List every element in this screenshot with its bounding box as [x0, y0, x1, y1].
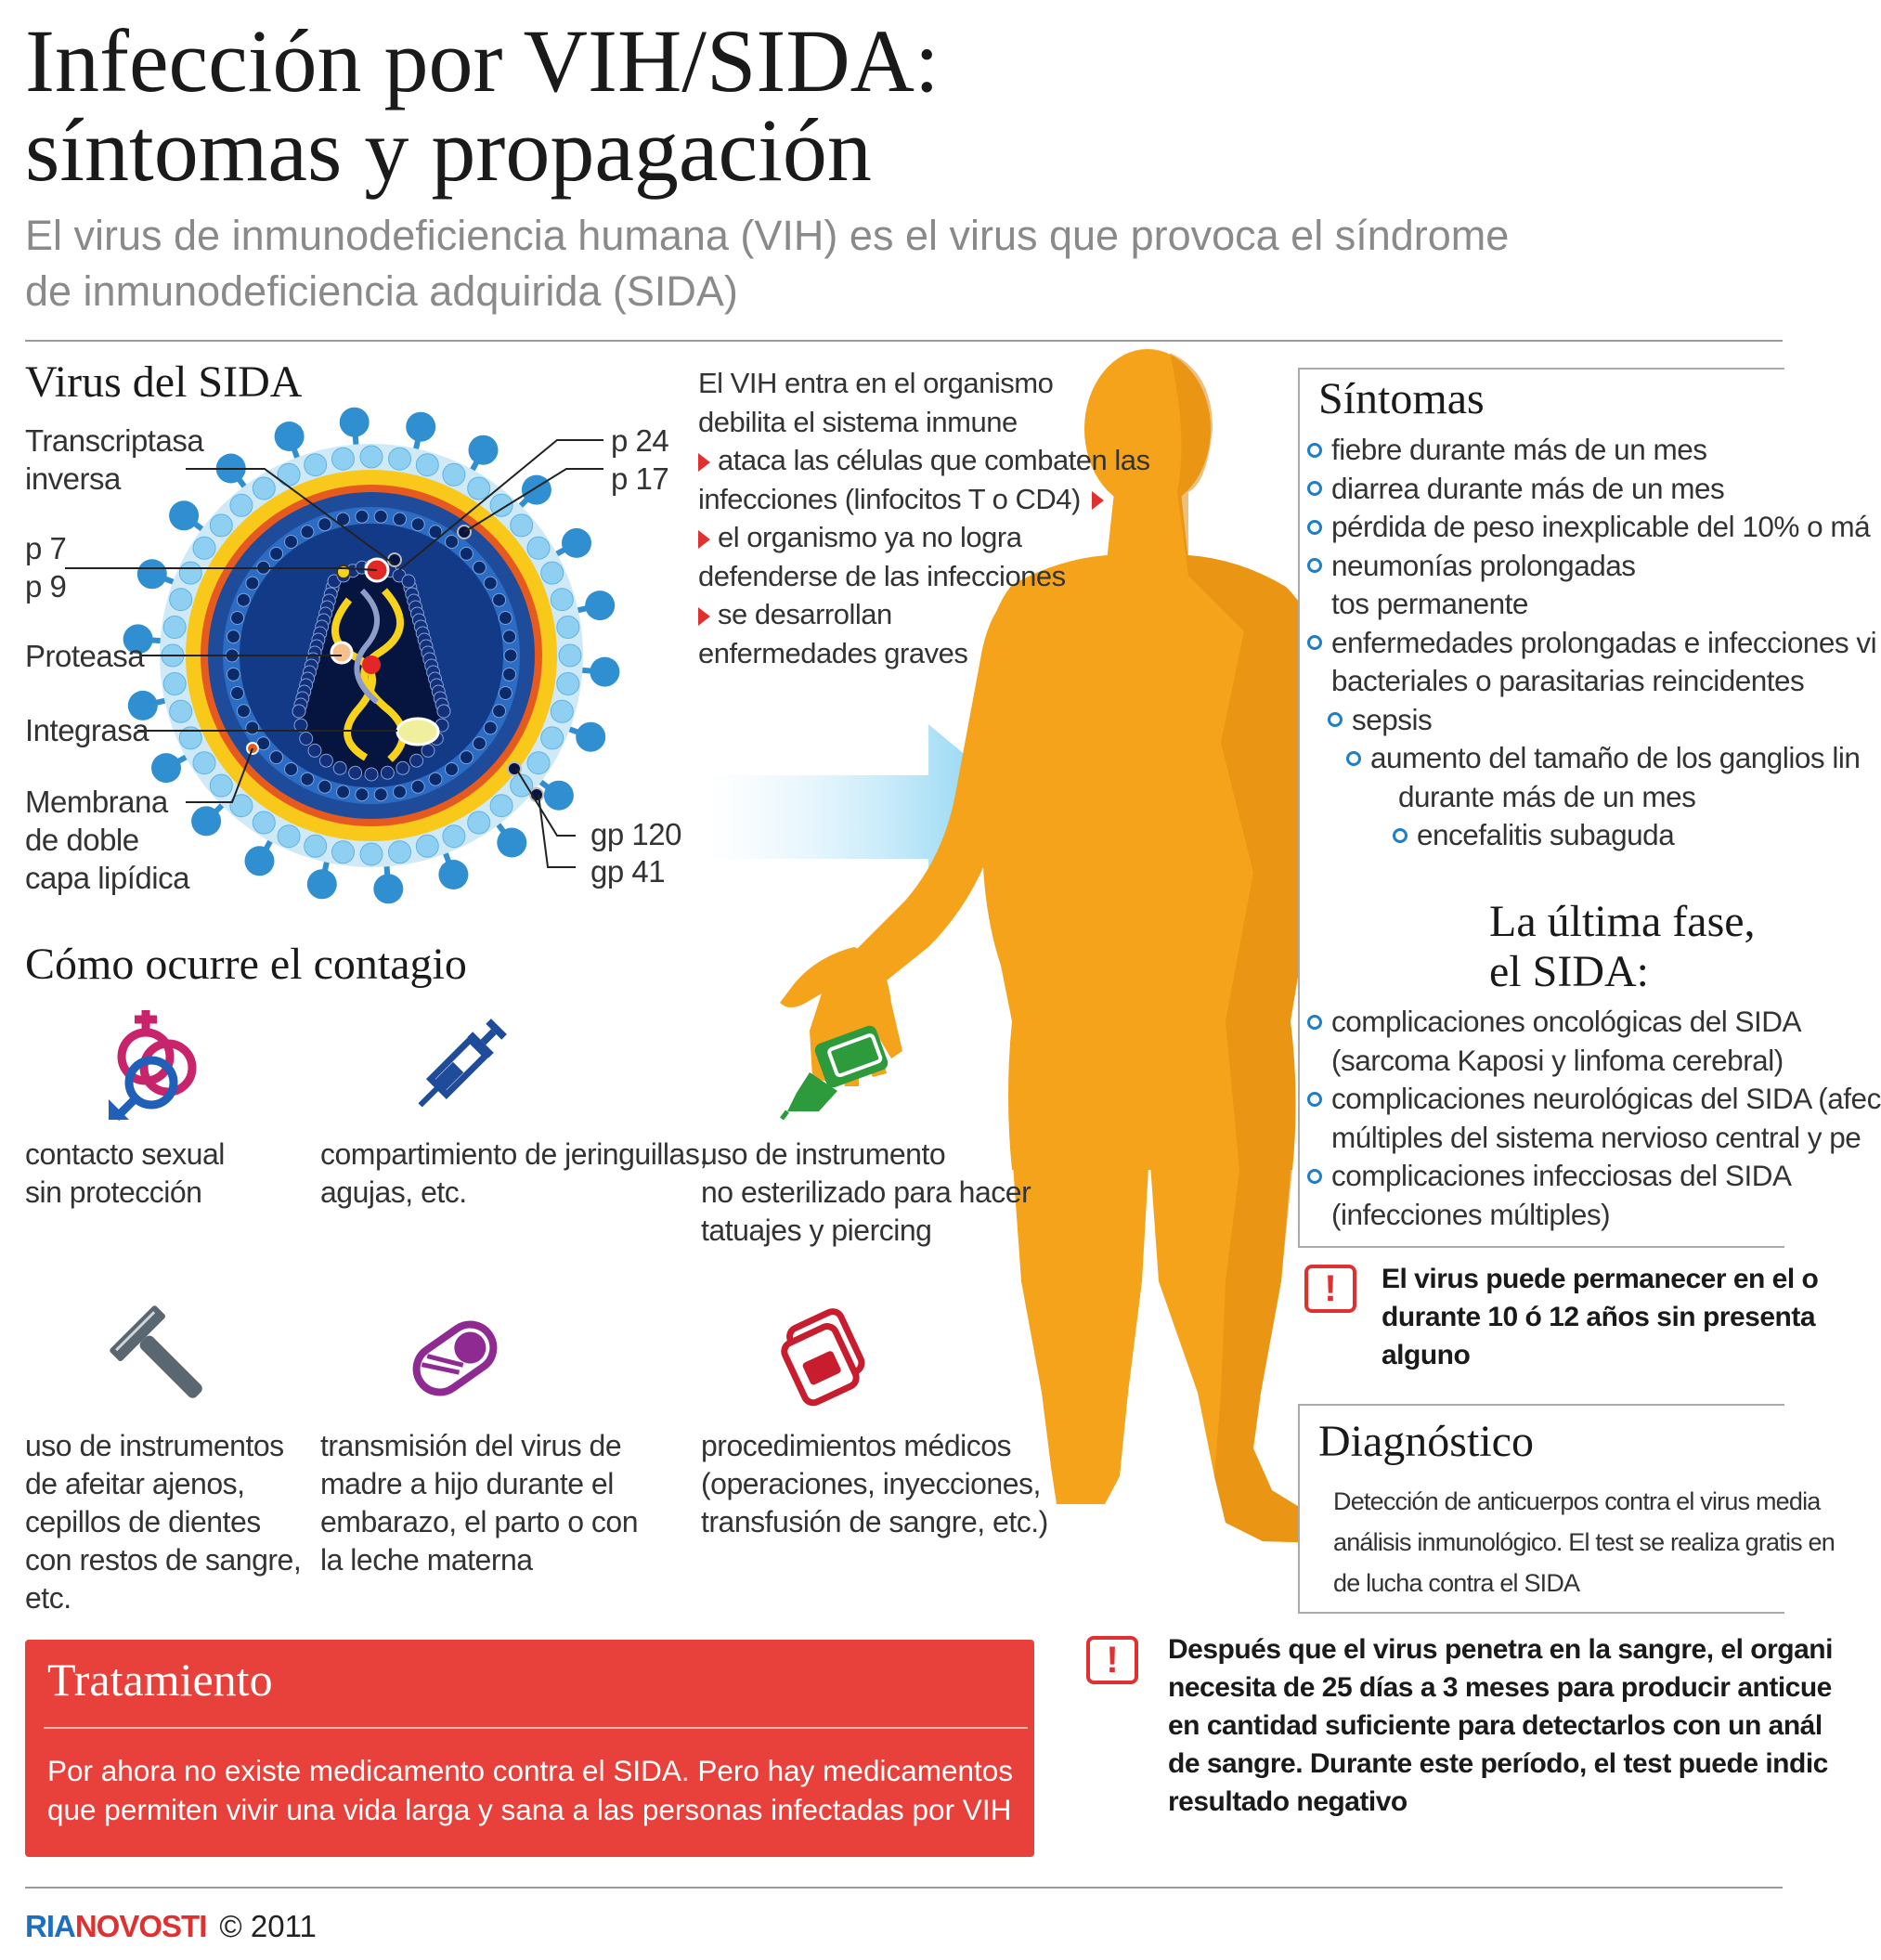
tratamiento-text: Por ahora no existe medicamento contra el SIDA. Pero hay medicamentos que permiten vivir una vida larga y sana a las personas infectadas por VIH [47, 1754, 1014, 1826]
flow-line: se desarrollan [698, 595, 1107, 634]
bullet-icon [1307, 520, 1322, 535]
list-item: pérdida de peso inexplicable del 10% o má [1307, 508, 1783, 547]
contagio-item-sexual: contacto sexual sin protección [25, 1137, 225, 1209]
list-item: fiebre durante más de un mes [1307, 431, 1783, 470]
label-proteasa: Proteasa [25, 639, 145, 673]
sintomas-heading: Síntomas [1318, 374, 1485, 423]
bullet-icon [1393, 828, 1408, 843]
list-item: bacteriales o parasitarias reincidentes [1331, 664, 1805, 697]
arrow-right-icon [698, 530, 710, 549]
copyright: © 2011 [219, 1909, 317, 1943]
bullet-icon [1328, 712, 1343, 727]
list-item: neumonías prolongadas [1307, 547, 1783, 586]
bullet-icon [1307, 1015, 1322, 1030]
label-gp41: gp 41 [590, 854, 666, 889]
label-p9: p 9 [25, 569, 67, 604]
bullet-icon [1307, 558, 1322, 573]
fase-heading: La última fase, el SIDA: [1489, 897, 1756, 996]
list-item: encefalitis subaguda [1307, 816, 1783, 855]
list-item: enfermedades prolongadas e infecciones vi [1307, 624, 1783, 663]
list-item: sepsis [1307, 701, 1783, 740]
list-item: múltiples del sistema nervioso central y pe [1331, 1120, 1862, 1154]
virus-heading: Virus del SIDA [25, 357, 303, 407]
list-item: durante más de un mes [1398, 779, 1696, 813]
label-membrana: Membrana de doble capa lipídica [25, 785, 189, 895]
bullet-icon [1307, 1092, 1322, 1107]
gender-symbols-icon [107, 1010, 209, 1122]
infection-flow [698, 364, 1150, 672]
warning-icon: ! [1086, 1636, 1138, 1684]
diagnostico-heading: Diagnóstico [1318, 1417, 1534, 1466]
flow-line: enfermedades graves [698, 636, 968, 669]
bullet-icon [1346, 751, 1361, 766]
page-title: Infección por VIH/SIDA: síntomas y propagación [25, 11, 940, 200]
tratamiento-heading: Tratamiento [47, 1654, 273, 1706]
contagio-item-razor: uso de instrumentos de afeitar ajenos, cepillos de dientes con restos de sangre, etc. [25, 1429, 302, 1615]
arrow-right-icon [698, 453, 710, 472]
label-p24: p 24 [611, 423, 669, 458]
list-item: (infecciones múltiples) [1331, 1197, 1611, 1231]
list-item: complicaciones neurológicas del SIDA (afec [1307, 1080, 1783, 1119]
bullet-icon [1307, 635, 1322, 650]
list-item: diarrea durante más de un mes [1307, 470, 1783, 509]
contagio-item-syringe: compartimiento de jeringuillas, agujas, etc. [320, 1137, 707, 1209]
bullet-icon [1307, 1169, 1322, 1184]
contagio-item-mother: transmisión del virus de madre a hijo durante el embarazo, el parto o con la leche materna [320, 1429, 638, 1577]
page-subtitle: El virus de inmunodeficiencia humana (VIH) es el virus que provoca el síndrome de inmunodeficiencia adquirida (SIDA) [25, 212, 1510, 315]
tratamiento-divider [44, 1727, 1028, 1729]
arrow-right-icon [1092, 491, 1104, 510]
blood-bag-icon [780, 1305, 873, 1407]
warning-icon: ! [1304, 1265, 1356, 1313]
contagio-item-tattoo: uso de instrumento no esterilizado para hacer tatuajes y piercing [701, 1137, 1031, 1247]
flow-line: El VIH entra en el organismo [698, 367, 1054, 399]
flow-line: el organismo ya no logra [698, 518, 1107, 557]
label-p7: p 7 [25, 531, 67, 565]
contagio-item-medical: procedimientos médicos (operaciones, inyecciones, transfusión de sangre, etc.) [701, 1429, 1048, 1538]
sintomas-list [1307, 431, 1877, 855]
flow-line: debilita el sistema inmune [698, 405, 1018, 438]
diagnostico-text: Detección de anticuerpos contra el virus media análisis inmunológico. El test se realiza gratis en de lucha contra el SIDA [1333, 1487, 1835, 1597]
list-item: tos permanente [1331, 587, 1528, 620]
tratamiento-panel [25, 1640, 1034, 1857]
list-item: aumento del tamaño de los ganglios lin [1307, 739, 1783, 778]
bottom-divider [25, 1887, 1783, 1889]
ria-novosti-logo: RIANOVOSTI © 2011 [25, 1909, 317, 1943]
list-item: (sarcoma Kaposi y linfoma cerebral) [1331, 1043, 1784, 1077]
list-item: complicaciones oncológicas del SIDA [1307, 1003, 1783, 1042]
razor-icon [111, 1307, 214, 1409]
contagio-heading: Cómo ocurre el contagio [25, 940, 467, 989]
flow-line: ataca las células que combaten las [698, 441, 1107, 480]
fase-list [1307, 1003, 1881, 1234]
label-gp120: gp 120 [590, 817, 681, 851]
bullet-icon [1307, 443, 1322, 458]
label-integrasa: Integrasa [25, 713, 149, 747]
tattoo-machine-icon [782, 1026, 902, 1119]
label-transcriptasa: Transcriptasa inversa [25, 423, 204, 496]
syringe-icon [404, 1010, 515, 1122]
arrow-right-icon [698, 607, 710, 626]
bullet-icon [1307, 481, 1322, 496]
top-divider [25, 340, 1783, 342]
warning-window-period: Después que el virus penetra en la sangre, el organi necesita de 25 días a 3 meses para producir anticue en cantidad suficiente para detectarlos con un anál de sangre. Durante este período, el test puede indic resultado negativo [1168, 1634, 1833, 1817]
list-item: complicaciones infecciosas del SIDA [1307, 1157, 1783, 1196]
flow-line: infecciones (linfocitos T o CD4) [698, 480, 1107, 519]
label-p17: p 17 [611, 461, 669, 496]
baby-bottle-icon [404, 1307, 506, 1409]
flow-line: defenderse de las infecciones [698, 559, 1066, 592]
warning-latency: El virus puede permanecer en el o durante 10 ó 12 años sin presenta alguno [1382, 1264, 1819, 1370]
